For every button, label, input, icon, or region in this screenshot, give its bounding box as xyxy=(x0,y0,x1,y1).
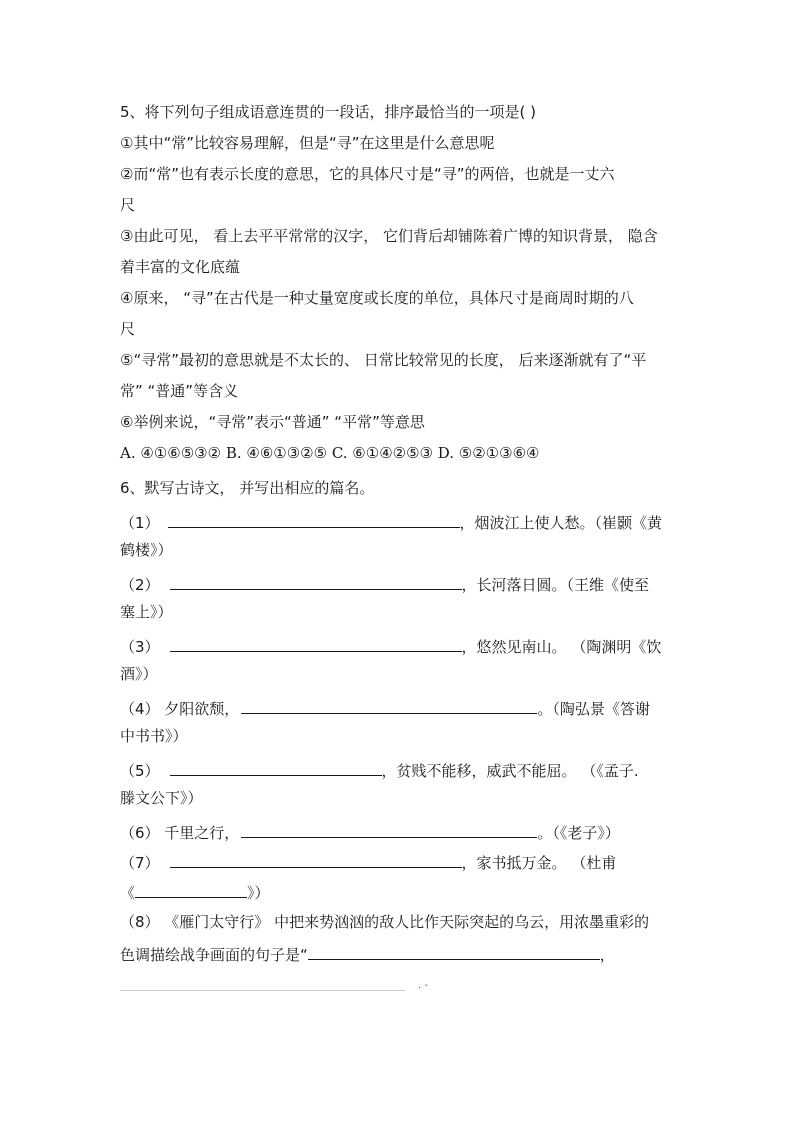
q5-sentence-4-cont: 尺 xyxy=(120,320,136,338)
q6-item-3-num: （3） xyxy=(120,638,160,656)
q6-item-5-cont: 滕文公下》） xyxy=(120,789,203,807)
q6-item-3 xyxy=(120,635,661,657)
q6-item-2 xyxy=(120,573,649,595)
q6-item-2-tail: ，长河落日圆。（王维《使至 xyxy=(461,576,650,594)
answer-blank-5[interactable] xyxy=(170,759,382,776)
answer-blank-2[interactable] xyxy=(170,573,462,590)
q6-item-4-cont: 中书书》） xyxy=(120,727,188,745)
q5-sentence-5-cont: 常” “普通”等含义 xyxy=(120,382,239,400)
q6-item-5 xyxy=(120,759,639,781)
answer-blank-3[interactable] xyxy=(170,635,462,652)
q5-sentence-1: ①其中“常”比较容易理解，但是“寻”在这里是什么意思呢 xyxy=(120,134,495,152)
q6-item-7-tail: ，家书抵万金。 （杜甫 xyxy=(461,854,617,872)
q6-item-8-cont-head: 色调描绘战争画面的句子是“ xyxy=(120,946,308,964)
answer-blank-8[interactable] xyxy=(308,943,600,960)
q6-item-1-tail: ，烟波江上使人愁。（崔颢《黄 xyxy=(459,514,663,532)
q6-item-2-cont: 塞上》） xyxy=(120,603,173,621)
q6-stem: 6、默写古诗文， 并写出相应的篇名。 xyxy=(120,479,375,497)
q6-item-3-tail: ，悠然见南山。 （陶渊明《饮 xyxy=(461,638,662,656)
answer-blank-1[interactable] xyxy=(168,511,460,528)
q6-item-7 xyxy=(120,851,616,873)
q6-item-8: （8） 《雁门太守行》 中把来势汹汹的敌人比作天际突起的乌云，用浓墨重彩的 xyxy=(120,913,650,931)
q6-item-6-head: （6） 千里之行， xyxy=(120,824,240,842)
q5-stem: 5、将下列句子组成语意连贯的一段话，排序最恰当的一项是( ) xyxy=(120,103,537,121)
q6-item-7-num: （7） xyxy=(120,854,160,872)
q5-options: A. ④①⑥⑤③② B. ④⑥①③②⑤ C. ⑥①④②⑤③ D. ⑤②①③⑥④ xyxy=(120,444,540,462)
q6-item-5-num: （5） xyxy=(120,762,160,780)
q5-sentence-2-cont: 尺 xyxy=(120,196,136,214)
q6-item-5-tail: ，贫贱不能移，威武不能屈。 （《孟子. xyxy=(381,762,639,780)
answer-blank-4[interactable] xyxy=(241,697,537,714)
q6-item-2-num: （2） xyxy=(120,576,160,594)
q6-item-3-cont: 酒》） xyxy=(120,665,158,683)
q6-item-7-cont-head: 《 xyxy=(120,884,136,902)
footer-mark: . - xyxy=(418,980,428,991)
q6-item-7-cont xyxy=(120,881,270,903)
q5-sentence-2: ②而“常”也有表示长度的意思，它的具体尺寸是“寻”的两倍，也就是一丈六 xyxy=(120,165,615,183)
q5-sentence-4: ④原来， “寻”在古代是一种丈量宽度或长度的单位，具体尺寸是商周时期的八 xyxy=(120,289,634,307)
q6-item-4-tail: 。（陶弘景《答谢 xyxy=(537,700,650,718)
answer-blank-6[interactable] xyxy=(241,821,537,838)
q6-item-1 xyxy=(120,511,662,533)
q6-item-1-num: （1） xyxy=(120,514,160,532)
answer-blank-7[interactable] xyxy=(170,851,462,868)
footer-divider xyxy=(120,990,405,991)
answer-blank-7-title[interactable] xyxy=(135,881,247,898)
q6-item-8-cont-tail: ， xyxy=(599,946,615,964)
q6-item-4 xyxy=(120,697,650,719)
q5-sentence-3-cont: 着丰富的文化底蕴 xyxy=(120,258,241,276)
q6-item-8-cont xyxy=(120,943,615,965)
q6-item-6 xyxy=(120,821,620,843)
q6-item-1-cont: 鹤楼》） xyxy=(120,541,173,559)
q5-sentence-6: ⑥举例来说，“寻常”表示“普通” “平常”等意思 xyxy=(120,413,425,431)
q5-sentence-5: ⑤“寻常”最初的意思就是不太长的、 日常比较常见的长度， 后来逐渐就有了“平 xyxy=(120,351,647,369)
q5-sentence-3: ③由此可见， 看上去平平常常的汉字， 它们背后却铺陈着广博的知识背景， 隐含 xyxy=(120,227,658,245)
q6-item-4-head: （4） 夕阳欲颓， xyxy=(120,700,240,718)
q6-item-7-cont-tail: 》） xyxy=(247,884,270,902)
q6-item-6-tail: 。（《老子》） xyxy=(537,824,620,842)
